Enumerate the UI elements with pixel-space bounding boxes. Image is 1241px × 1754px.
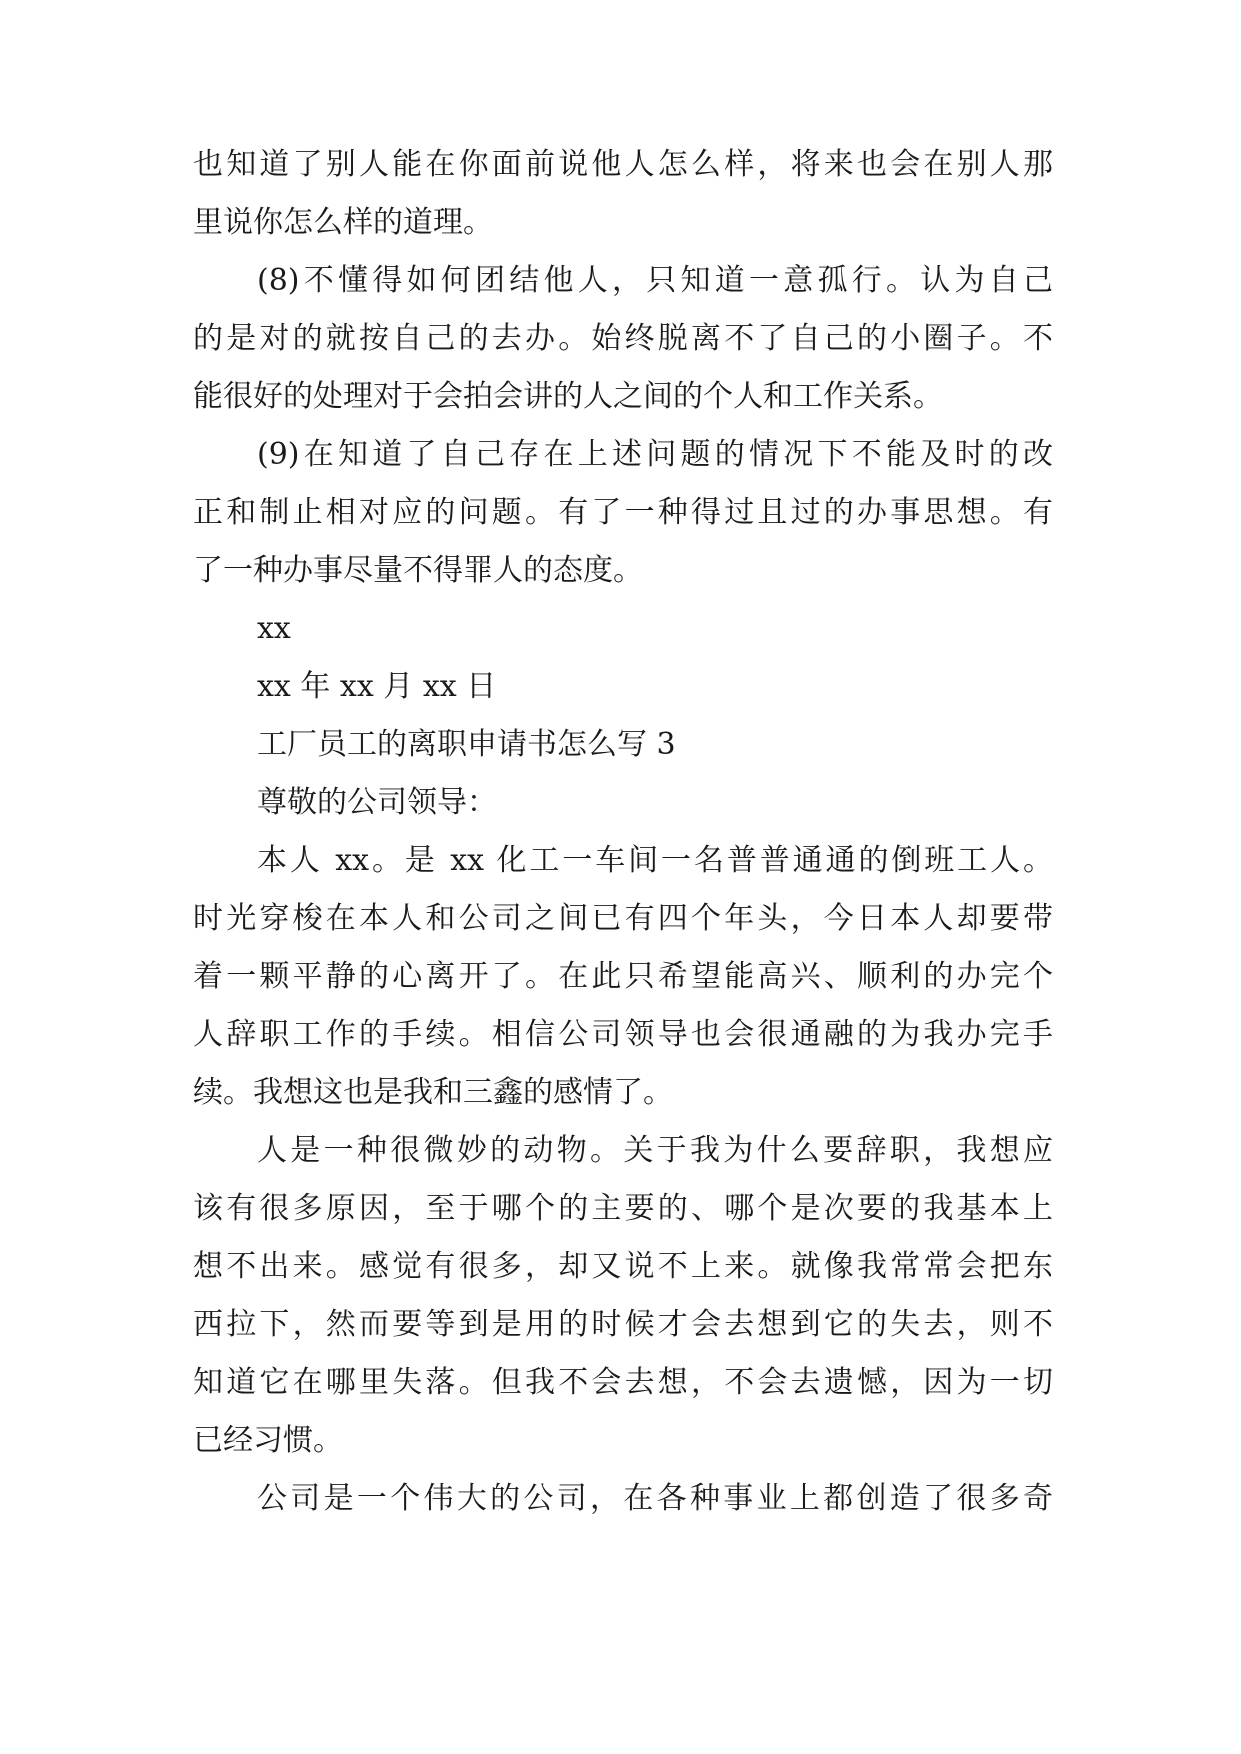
text-line: 想不出来。感觉有很多，却又说不上来。就像我常常会把东: [193, 1249, 1053, 1284]
text-line: 本人 xx。是 xx 化工一车间一名普普通通的倒班工人。: [257, 843, 1053, 878]
text-line: 也知道了别人能在你面前说他人怎么样，将来也会在别人那: [193, 147, 1053, 182]
signature-name: xx: [257, 611, 291, 646]
text-line: 能很好的处理对于会拍会讲的人之间的个人和工作关系。: [193, 379, 943, 414]
text-line: 里说你怎么样的道理。: [193, 205, 493, 240]
salutation: 尊敬的公司领导：: [257, 785, 497, 820]
text-line: 时光穿梭在本人和公司之间已有四个年头，今日本人却要带: [193, 901, 1053, 936]
text-line: 了一种办事尽量不得罪人的态度。: [193, 553, 643, 588]
text-line: (9)在知道了自己存在上述问题的情况下不能及时的改: [257, 437, 1053, 472]
text-line: 的是对的就按自己的去办。始终脱离不了自己的小圈子。不: [193, 321, 1053, 356]
text-line: 人辞职工作的手续。相信公司领导也会很通融的为我办完手: [193, 1017, 1053, 1052]
text-line: 人是一种很微妙的动物。关于我为什么要辞职，我想应: [257, 1133, 1053, 1168]
text-line: 知道它在哪里失落。但我不会去想，不会去遗憾，因为一切: [193, 1365, 1053, 1400]
text-line: 已经习惯。: [193, 1423, 343, 1458]
text-line: 正和制止相对应的问题。有了一种得过且过的办事思想。有: [193, 495, 1053, 530]
section-title: 工厂员工的离职申请书怎么写 3: [257, 727, 676, 762]
text-line: (8)不懂得如何团结他人，只知道一意孤行。认为自己: [257, 263, 1053, 298]
text-line: 西拉下，然而要等到是用的时候才会去想到它的失去，则不: [193, 1307, 1053, 1342]
text-line: 着一颗平静的心离开了。在此只希望能高兴、顺利的办完个: [193, 959, 1053, 994]
text-line: 续。我想这也是我和三鑫的感情了。: [193, 1075, 673, 1110]
text-line: 公司是一个伟大的公司，在各种事业上都创造了很多奇: [257, 1481, 1053, 1516]
text-line: 该有很多原因，至于哪个的主要的、哪个是次要的我基本上: [193, 1191, 1053, 1226]
signature-date: xx 年 xx 月 xx 日: [257, 669, 497, 704]
